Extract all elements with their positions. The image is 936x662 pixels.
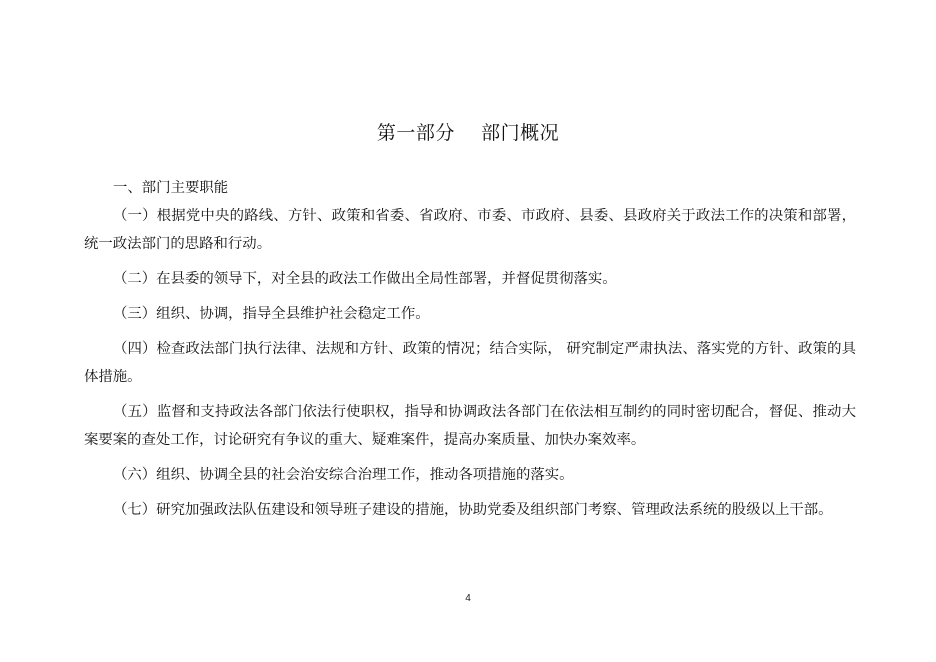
paragraph-duty-1: （一）根据党中央的路线、方针、政策和省委、省政府、市委、市政府、县委、县政府关于政法工作的决策和部署，统一政法部门的思路和行动。: [84, 208, 856, 252]
part-title: 第一部分 部门概况: [376, 122, 560, 144]
section-heading: 一、部门主要职能: [113, 180, 229, 196]
paragraph-duty-6: （六）组织、协调全县的社会治安综合治理工作，推动各项措施的落实。: [113, 467, 574, 483]
paragraph-duty-5: （五）监督和支持政法各部门依法行使职权，指导和协调政法各部门在依法相互制约的同时密切配合，督促、推动大案要案的查处工作，讨论研究有争议的重大、疑难案件，提高办案质量、加快办案效率。: [84, 404, 856, 448]
paragraph-duty-2: （二）在县委的领导下，对全县的政法工作做出全局性部署，并督促贯彻落实。: [113, 271, 617, 287]
paragraph-duty-3: （三）组织、协调，指导全县维护社会稳定工作。: [113, 306, 430, 322]
paragraph-duty-4: （四）检查政法部门执行法律、法规和方针、政策的情况；结合实际， 研究制定严肃执法、落实党的方针、政策的具体措施。: [84, 341, 856, 385]
document-body: [84, 174, 856, 531]
page-number: 4: [465, 593, 471, 604]
paragraph-duty-7: （七）研究加强政法队伍建设和领导班子建设的措施，协助党委及组织部门考察、管理政法系统的股级以上干部。: [113, 502, 833, 518]
